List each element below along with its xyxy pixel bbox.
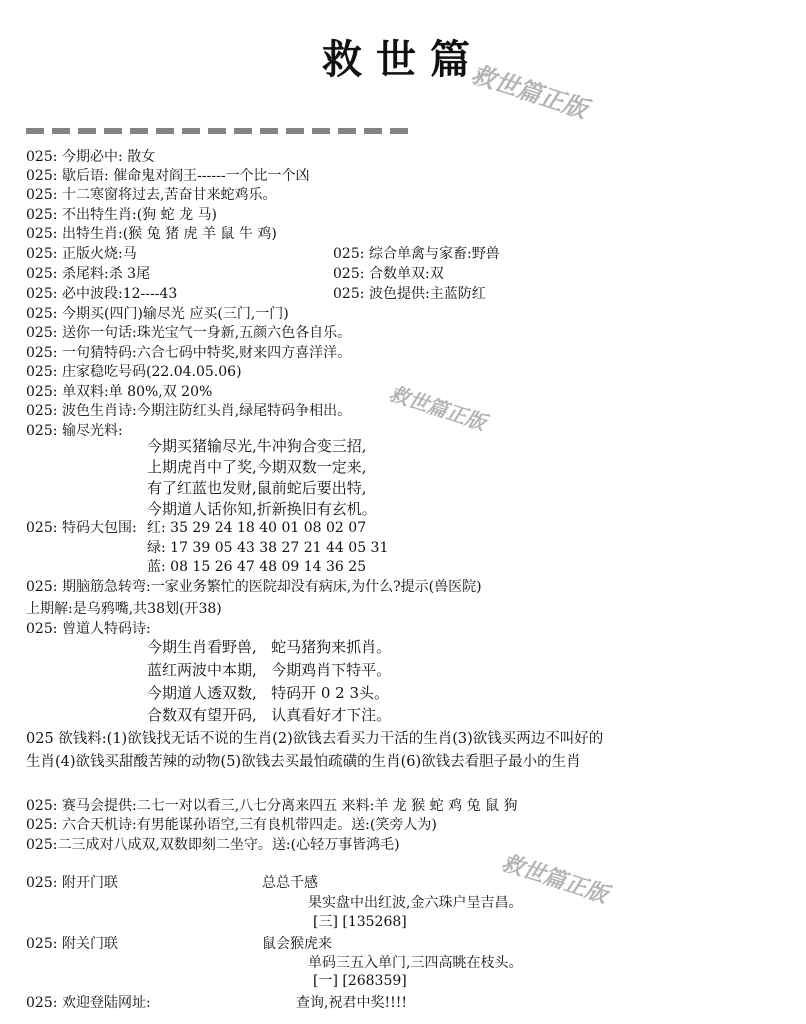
close-couplet-label: 025: 附关门联 (26, 936, 118, 952)
close-couplet-code: [一] [268359] (313, 973, 407, 989)
poem2-line: 合数双有望开码, 认真看好才下注。 (147, 706, 392, 724)
color-row-blue: 蓝: 08 15 26 47 48 09 14 36 25 (147, 559, 367, 575)
garbled-line (26, 128, 416, 134)
watermark: 救世篇正版 (386, 381, 489, 435)
row-buy: 025: 今期买(四门)输尽光 应买(三门,一门) (26, 306, 289, 322)
row-band-right: 025: 波色提供:主蓝防红 (333, 286, 486, 302)
open-couplet-heading: 总总千感 (262, 875, 318, 891)
watermark: 救世篇正版 (498, 849, 611, 909)
extra-line: 025:二三成对八成双,双数即刻二坐守。送:(心轻万事皆鸿毛) (26, 837, 400, 853)
poem-line: 今期买猪输尽光,牛冲狗合变三招, (147, 437, 367, 455)
row-not-out: 025: 不出特生肖:(狗 蛇 龙 马) (26, 207, 217, 223)
open-couplet-label: 025: 附开门联 (26, 875, 118, 891)
close-couplet-line: 单码三五入单门,三四高眺在枝头。 (308, 955, 523, 971)
row-gift: 025: 送你一句话:珠光宝气一身新,五颜六色各自乐。 (26, 325, 352, 341)
row-verse: 025: 十二寒窗将过去,苦奋甘来蛇鸡乐。 (26, 187, 277, 203)
poem-line: 上期虎肖中了奖,今期双数一定来, (147, 458, 367, 476)
row-kill-right: 025: 合数单双:双 (333, 266, 444, 282)
color-row-red: 红: 35 29 24 18 40 01 08 02 07 (147, 520, 367, 536)
footer-value: 查询,祝君中奖!!!! (296, 995, 407, 1011)
watermark: 救世篇正版 (467, 59, 591, 124)
row-saying: 025: 歇后语: 催命鬼对阎王------一个比一个凶 (26, 168, 310, 184)
row-band-left: 025: 必中波段:12----43 (26, 286, 178, 302)
poem2-label: 025: 曾道人特码诗: (26, 621, 151, 637)
row-color-poem: 025: 波色生肖诗:今期注防红头肖,绿尾特码争相出。 (26, 403, 352, 419)
liuhe-poem: 025: 六合天机诗:有男能谋孙语空,三有良机带四走。送:(笑旁人为) (26, 817, 437, 833)
row-banker: 025: 庄家稳吃号码(22.04.05.06) (26, 364, 242, 380)
footer-label: 025: 欢迎登陆网址: (26, 995, 151, 1011)
poem2-line: 今期道人透双数, 特码开 0 2 3头。 (147, 684, 390, 702)
row-guess: 025: 一句猜特码:六合七码中特奖,财来四方喜洋洋。 (26, 345, 352, 361)
poem-line: 有了红蓝也发财,鼠前蛇后要出特, (147, 479, 367, 497)
want-money-paragraph: 025 欲钱料:(1)欲钱找无话不说的生肖(2)欲钱去看买力干活的生肖(3)欲钱买两边不叫好的生肖(4)欲钱买甜酸苦辣的动物(5)欲钱去买最怕疏磺的生肖(6)欲钱去看胆子最小的生肖 (26, 731, 604, 770)
poem-line: 今期道人话你知,折新换旧有玄机。 (147, 500, 377, 518)
open-couplet-code: [三] [135268] (313, 914, 407, 930)
row-kill-left: 025: 杀尾料:杀 3尾 (26, 266, 151, 282)
last-answer: 上期解:是乌鸦嘴,共38划(开38) (26, 601, 222, 617)
poem2-line: 蓝红两波中本期, 今期鸡肖下特平。 (147, 661, 392, 679)
open-couplet-line: 果实盘中出红波,金六珠户呈吉昌。 (308, 895, 523, 911)
row-lose-all: 025: 输尽光料: (26, 423, 123, 439)
row-fire-left: 025: 正版火烧:马 (26, 246, 137, 262)
page-title: 救世篇 (322, 36, 484, 83)
row-fire-right: 025: 综合单禽与家畜:野兽 (333, 246, 500, 262)
horse-tip: 025: 赛马会提供:二七一对以看三,八七分离来四五 来料:羊 龙 猴 蛇 鸡 兔 鼠 狗 (26, 798, 518, 814)
close-couplet-heading: 鼠会猴虎来 (262, 936, 332, 952)
color-row-green: 绿: 17 39 05 43 38 27 21 44 05 31 (147, 540, 389, 556)
row-out: 025: 出特生肖:(猴 兔 猪 虎 羊 鼠 牛 鸡) (26, 226, 277, 242)
row-odd-even: 025: 单双料:单 80%,双 20% (26, 384, 213, 400)
special-code-label: 025: 特码大包围: (26, 520, 137, 536)
riddle: 025: 期脑筋急转弯:一家业务繁忙的医院却没有病床,为什么?提示(兽医院) (26, 579, 482, 595)
row-must-win: 025: 今期必中: 散女 (26, 149, 156, 165)
poem2-line: 今期生肖看野兽, 蛇马猪狗来抓肖。 (147, 638, 392, 656)
